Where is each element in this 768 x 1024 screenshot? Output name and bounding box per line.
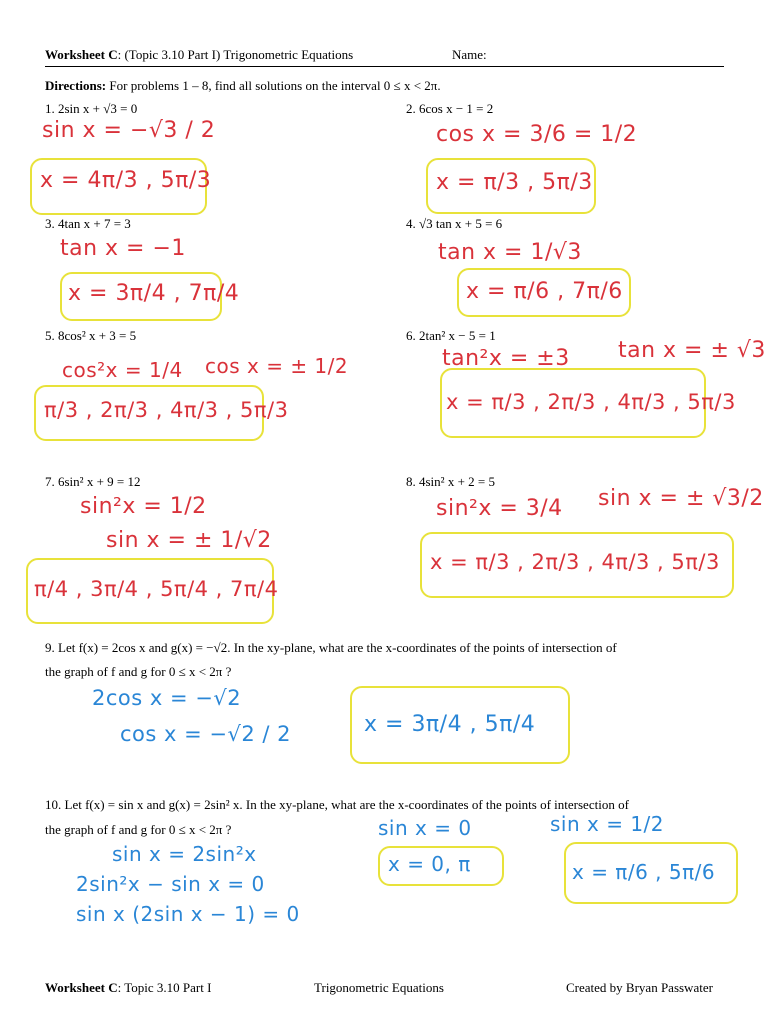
directions-label: Directions: bbox=[45, 78, 107, 93]
work-line: cos x = 3/6 = 1/2 bbox=[436, 122, 638, 147]
problem-number: 6. bbox=[406, 328, 416, 343]
work-line: tan²x = ±3 bbox=[442, 346, 570, 371]
case-1-equation: sin x = 0 bbox=[378, 816, 472, 840]
directions-text: For problems 1 – 8, find all solutions on the interval 0 ≤ x < 2π. bbox=[106, 78, 441, 93]
footer-left-bold: Worksheet C bbox=[45, 980, 118, 995]
directions bbox=[45, 78, 441, 94]
problem-number: 2. bbox=[406, 101, 416, 116]
answer-text: x = π/3 , 2π/3 , 4π/3 , 5π/3 bbox=[446, 390, 736, 414]
work-line: tan x = ± √3 bbox=[618, 338, 766, 363]
work-line: tan x = 1/√3 bbox=[438, 240, 582, 265]
work-line: tan x = −1 bbox=[60, 236, 186, 261]
worksheet-title-rest: : (Topic 3.10 Part I) Trigonometric Equations bbox=[117, 47, 354, 62]
problem-5 bbox=[45, 328, 136, 344]
case-2-equation: sin x = 1/2 bbox=[550, 812, 665, 836]
work-line: sin²x = 1/2 bbox=[80, 494, 207, 519]
answer-text: x = π/6 , 7π/6 bbox=[466, 279, 623, 304]
problem-3 bbox=[45, 216, 131, 232]
work-line: sin²x = 3/4 bbox=[436, 496, 563, 521]
problem-10-line-1: 10. Let f(x) = sin x and g(x) = 2sin² x. In the xy-plane, what are the x-coordinates of the points of intersection of bbox=[45, 797, 629, 812]
name-label: Name: bbox=[452, 47, 487, 62]
answer-text: x = 3π/4 , 5π/4 bbox=[364, 712, 536, 737]
answer-text: π/3 , 2π/3 , 4π/3 , 5π/3 bbox=[44, 398, 289, 422]
work-line: sin x = ± √3/2 bbox=[598, 486, 764, 511]
problem-7 bbox=[45, 474, 140, 490]
work-line: sin x (2sin x − 1) = 0 bbox=[76, 902, 300, 926]
problem-number: 1. bbox=[45, 101, 55, 116]
problem-equation: 6cos x − 1 = 2 bbox=[419, 101, 494, 116]
problem-1 bbox=[45, 101, 137, 117]
footer-left bbox=[45, 980, 211, 996]
answer-text: x = π/3 , 2π/3 , 4π/3 , 5π/3 bbox=[430, 550, 720, 574]
answer-text: π/4 , 3π/4 , 5π/4 , 7π/4 bbox=[34, 577, 279, 601]
answer-text: x = 3π/4 , 7π/4 bbox=[68, 281, 240, 306]
work-line: cos x = ± 1/2 bbox=[205, 354, 349, 378]
problem-equation: 6sin² x + 9 = 12 bbox=[58, 474, 141, 489]
problem-4 bbox=[406, 216, 502, 232]
work-line: 2sin²x − sin x = 0 bbox=[76, 872, 265, 896]
problem-number: 3. bbox=[45, 216, 55, 231]
problem-9-line-2: the graph of f and g for 0 ≤ x < 2π ? bbox=[45, 664, 232, 679]
problem-number: 7. bbox=[45, 474, 55, 489]
worksheet-title bbox=[45, 47, 353, 63]
footer-right: Created by Bryan Passwater bbox=[566, 980, 713, 995]
problem-8 bbox=[406, 474, 495, 490]
footer-left-rest: : Topic 3.10 Part I bbox=[117, 980, 212, 995]
problem-equation: 8cos² x + 3 = 5 bbox=[58, 328, 137, 343]
problem-equation: 2sin x + √3 = 0 bbox=[58, 101, 138, 116]
problem-9-line-1: 9. Let f(x) = 2cos x and g(x) = −√2. In the xy-plane, what are the x-coordinates of the points of intersection of bbox=[45, 640, 617, 655]
problem-equation: √3 tan x + 5 = 6 bbox=[419, 216, 503, 231]
worksheet-title-bold: Worksheet C bbox=[45, 47, 118, 62]
footer-center: Trigonometric Equations bbox=[314, 980, 444, 995]
header-rule bbox=[45, 66, 724, 67]
work-line: cos²x = 1/4 bbox=[62, 358, 183, 382]
problem-equation: 2tan² x − 5 = 1 bbox=[419, 328, 496, 343]
work-line: sin x = 2sin²x bbox=[112, 842, 257, 866]
problem-6 bbox=[406, 328, 496, 344]
case-2-answer: x = π/6 , 5π/6 bbox=[572, 860, 716, 884]
problem-number: 5. bbox=[45, 328, 55, 343]
answer-text: x = 4π/3 , 5π/3 bbox=[40, 168, 212, 193]
work-line: 2cos x = −√2 bbox=[92, 686, 242, 710]
work-line: cos x = −√2 / 2 bbox=[120, 722, 292, 746]
problem-equation: 4tan x + 7 = 3 bbox=[58, 216, 131, 231]
answer-text: x = π/3 , 5π/3 bbox=[436, 170, 593, 195]
work-line: sin x = ± 1/√2 bbox=[106, 528, 272, 553]
problem-equation: 4sin² x + 2 = 5 bbox=[419, 474, 495, 489]
work-line: sin x = −√3 / 2 bbox=[42, 118, 216, 143]
problem-10-line-2: the graph of f and g for 0 ≤ x < 2π ? bbox=[45, 822, 232, 837]
problem-number: 8. bbox=[406, 474, 416, 489]
case-1-answer: x = 0, π bbox=[388, 852, 471, 876]
problem-number: 4. bbox=[406, 216, 416, 231]
problem-2 bbox=[406, 101, 493, 117]
